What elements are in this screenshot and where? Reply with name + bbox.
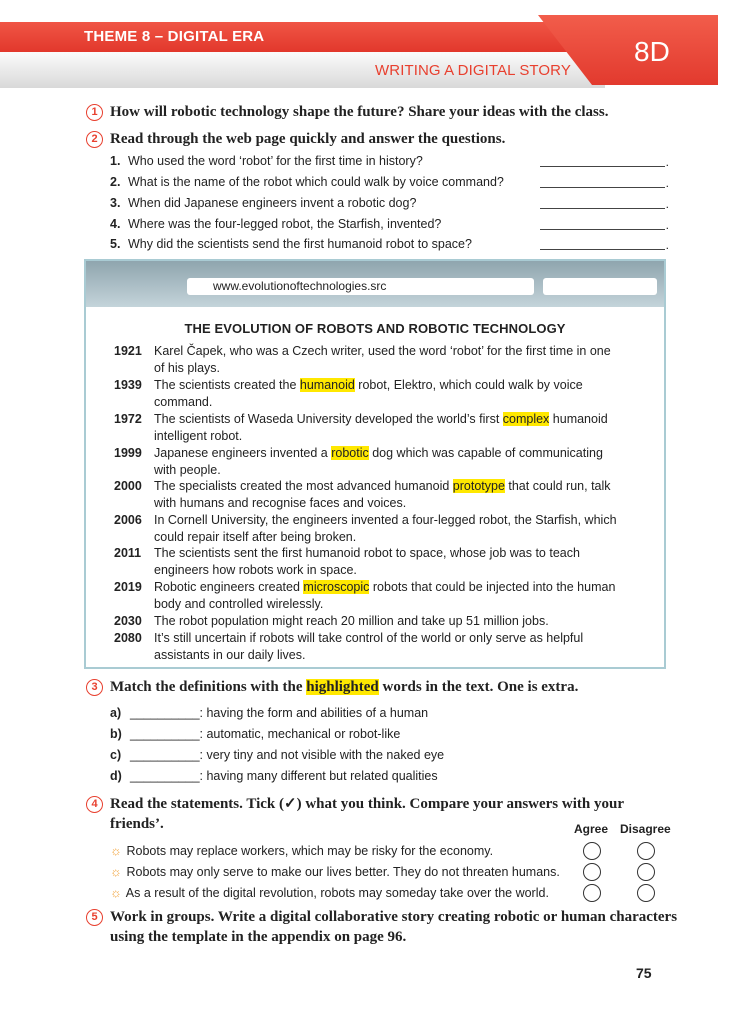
sun-bullet-icon: ☼ xyxy=(110,843,122,858)
answer-blank[interactable] xyxy=(540,195,665,209)
browser-button[interactable] xyxy=(543,278,657,295)
theme-title: THEME 8 – DIGITAL ERA xyxy=(84,28,265,45)
sun-bullet-icon: ☼ xyxy=(110,864,122,879)
definition-item: c) __________: very tiny and not visible with the naked eye xyxy=(110,748,445,762)
exercise-1-instruction: How will robotic technology shape the future? Share your ideas with the class. xyxy=(110,104,609,120)
exercise-number: 3 xyxy=(86,679,103,696)
statement-item: ☼ Robots may only serve to make our lives better. They do not threaten humans. xyxy=(110,864,560,879)
highlighted-word: humanoid xyxy=(299,378,355,392)
answer-blank[interactable] xyxy=(540,216,665,230)
web-page-box: www.evolutionoftechnologies.src THE EVOLUTION OF ROBOTS AND ROBOTIC TECHNOLOGY 1921 Karel Čapek, who was a Czech writer, used the word ‘robot’ for the first time in one of his plays. 1939 The scientists created the humanoid robot, Elektro, which could walk by voice command. 1972 The scientists of Waseda University developed the world’s first complex humanoid intelligent robot. 1999 Japanese engineers invented a robotic dog which was capable of communicating with people. 2000 The specialists created the most advanced humanoid prototype that could run, talk with humans and recognise faces and voices. 2006 In Cornell University, the engineers invented a four-legged robot, the Starfish, which could repair itself after being broken. 2011 The scientists sent the first humanoid robot to space, whose job was to teach engineers how robots work in space. 2019 Robotic engineers created microscopic robots that could be injected into the human body and controlled wirelessly. 2030 The robot population might reach 20 million and take up 51 million jobs. 2080 It’s still uncertain if robots will take control of the world or only serve as helpful assistants in our daily lives. xyxy=(84,259,666,669)
question-item: 2. What is the name of the robot which could walk by voice command? xyxy=(110,175,504,189)
definition-item: d) __________: having many different but related qualities xyxy=(110,769,438,783)
definition-item: a) __________: having the form and abilities of a human xyxy=(110,706,429,720)
disagree-radio[interactable] xyxy=(637,842,655,860)
exercise-number: 4 xyxy=(86,796,103,813)
address-bar[interactable]: www.evolutionoftechnologies.src xyxy=(187,278,534,295)
agree-radio[interactable] xyxy=(583,863,601,881)
statement-item: ☼ Robots may replace workers, which may be risky for the economy. xyxy=(110,843,494,858)
exercise-5-instruction: Work in groups. Write a digital collaborative story creating robotic or human characters xyxy=(110,909,678,925)
question-item: 3. When did Japanese engineers invent a robotic dog? xyxy=(110,196,417,210)
question-item: 1. Who used the word ‘robot’ for the first time in history? xyxy=(110,154,423,168)
highlighted-word: prototype xyxy=(452,479,505,493)
disagree-radio[interactable] xyxy=(637,863,655,881)
highlighted-word: highlighted xyxy=(306,679,379,695)
highlighted-word: robotic xyxy=(331,446,369,460)
question-item: 4. Where was the four-legged robot, the Starfish, invented? xyxy=(110,217,442,231)
section-title: WRITING A DIGITAL STORY xyxy=(375,62,571,79)
unit-label: 8D xyxy=(634,36,670,67)
answer-blank[interactable] xyxy=(540,236,665,250)
disagree-header: Disagree xyxy=(620,822,671,836)
definition-item: b) __________: automatic, mechanical or robot-like xyxy=(110,727,401,741)
disagree-radio[interactable] xyxy=(637,884,655,902)
agree-radio[interactable] xyxy=(583,842,601,860)
exercise-4-instruction-cont: friends’. xyxy=(110,816,164,832)
exercise-3-instruction: Match the definitions with the highlighted words in the text. One is extra. xyxy=(110,679,579,695)
question-item: 5. Why did the scientists send the first humanoid robot to space? xyxy=(110,237,472,251)
exercise-5-instruction-cont: using the template in the appendix on page 96. xyxy=(110,929,407,945)
exercise-4-instruction: Read the statements. Tick (✓) what you think. Compare your answers with your xyxy=(110,796,624,812)
highlighted-word: microscopic xyxy=(303,580,370,594)
answer-blank[interactable] xyxy=(540,174,665,188)
agree-radio[interactable] xyxy=(583,884,601,902)
web-page-title: THE EVOLUTION OF ROBOTS AND ROBOTIC TECHNOLOGY xyxy=(184,321,566,336)
answer-blank[interactable] xyxy=(540,153,665,167)
highlighted-word: complex xyxy=(502,412,550,426)
exercise-number: 2 xyxy=(86,131,103,148)
page-number: 75 xyxy=(636,965,652,981)
exercise-2-instruction: Read through the web page quickly and answer the questions. xyxy=(110,131,506,147)
statement-item: ☼ As a result of the digital revolution, robots may someday take over the world. xyxy=(110,885,549,900)
sun-bullet-icon: ☼ xyxy=(110,885,122,900)
exercise-number: 5 xyxy=(86,909,103,926)
browser-bar xyxy=(86,261,664,307)
exercise-number: 1 xyxy=(86,104,103,121)
agree-header: Agree xyxy=(574,822,609,836)
